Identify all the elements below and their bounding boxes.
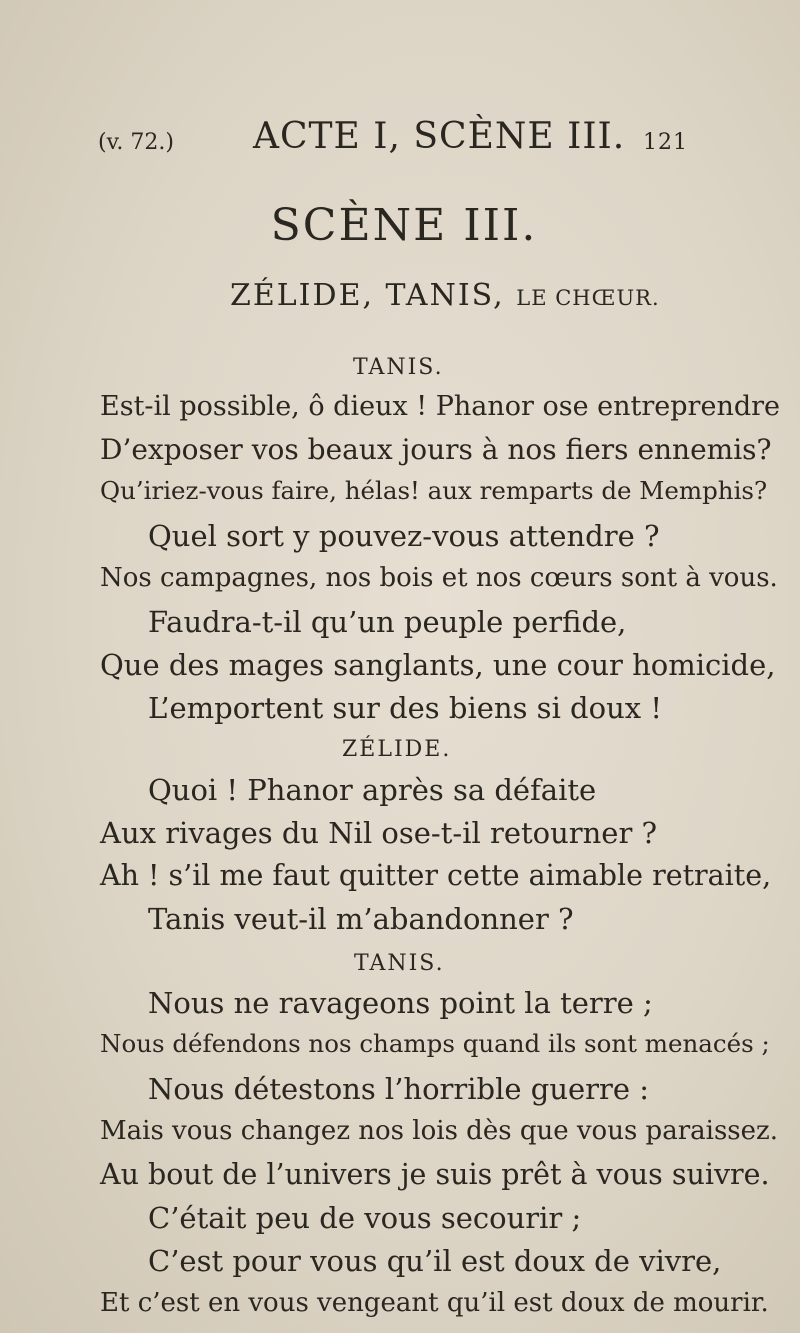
act-scene-heading: ACTE I, SCÈNE III. — [253, 116, 626, 157]
character-list — [230, 278, 660, 313]
verse-line: Quel sort y pouvez-vous attendre ? — [148, 518, 660, 553]
page-number: 121 — [643, 130, 688, 155]
verse-line: C’est pour vous qu’il est doux de vivre, — [148, 1243, 722, 1278]
verse-line: C’était peu de vous secourir ; — [148, 1200, 582, 1235]
verse-line: Ah ! s’il me faut quitter cette aimable retraite, — [100, 858, 772, 892]
verse-line: Nous ne ravageons point la terre ; — [148, 985, 653, 1020]
speaker-name: TANIS. — [353, 355, 444, 380]
verse-line: D’exposer vos beaux jours à nos fiers ennemis? — [100, 432, 772, 466]
running-header — [98, 108, 688, 158]
verse-line: Tanis veut-il m’abandonner ? — [148, 901, 574, 936]
scene-title: SCÈNE III. — [270, 200, 538, 251]
verse-line: L’emportent sur des biens si doux ! — [148, 690, 662, 725]
verse-line: Et c’est en vous vengeant qu’il est doux de mourir. — [100, 1288, 769, 1318]
character-names: ZÉLIDE, TANIS, — [230, 278, 505, 313]
chorus-label: LE CHŒUR. — [516, 286, 660, 310]
verse-line: Nous défendons nos champs quand ils sont menacés ; — [100, 1028, 770, 1058]
verse-line: Nos campagnes, nos bois et nos cœurs sont à vous. — [100, 562, 778, 593]
verse-line: Quoi ! Phanor après sa défaite — [148, 772, 597, 807]
verse-line: Faudra-t-il qu’un peuple perfide, — [148, 604, 627, 639]
verse-line: Au bout de l’univers je suis prêt à vous suivre. — [100, 1157, 770, 1191]
verse-line: Que des mages sanglants, une cour homicide, — [100, 647, 776, 682]
verse-line: Qu’iriez-vous faire, hélas! aux remparts de Memphis? — [100, 475, 768, 505]
verse-line: Aux rivages du Nil ose-t-il retourner ? — [100, 815, 658, 850]
verse-line: Mais vous changez nos lois dès que vous paraissez. — [100, 1115, 778, 1146]
verse-line: Est-il possible, ô dieux ! Phanor ose entreprendre — [100, 390, 780, 422]
speaker-name: TANIS. — [354, 950, 445, 976]
verse-line: Nous détestons l’horrible guerre : — [148, 1071, 650, 1106]
verse-reference: (v. 72.) — [98, 130, 174, 155]
speaker-name: ZÉLIDE. — [342, 737, 452, 763]
